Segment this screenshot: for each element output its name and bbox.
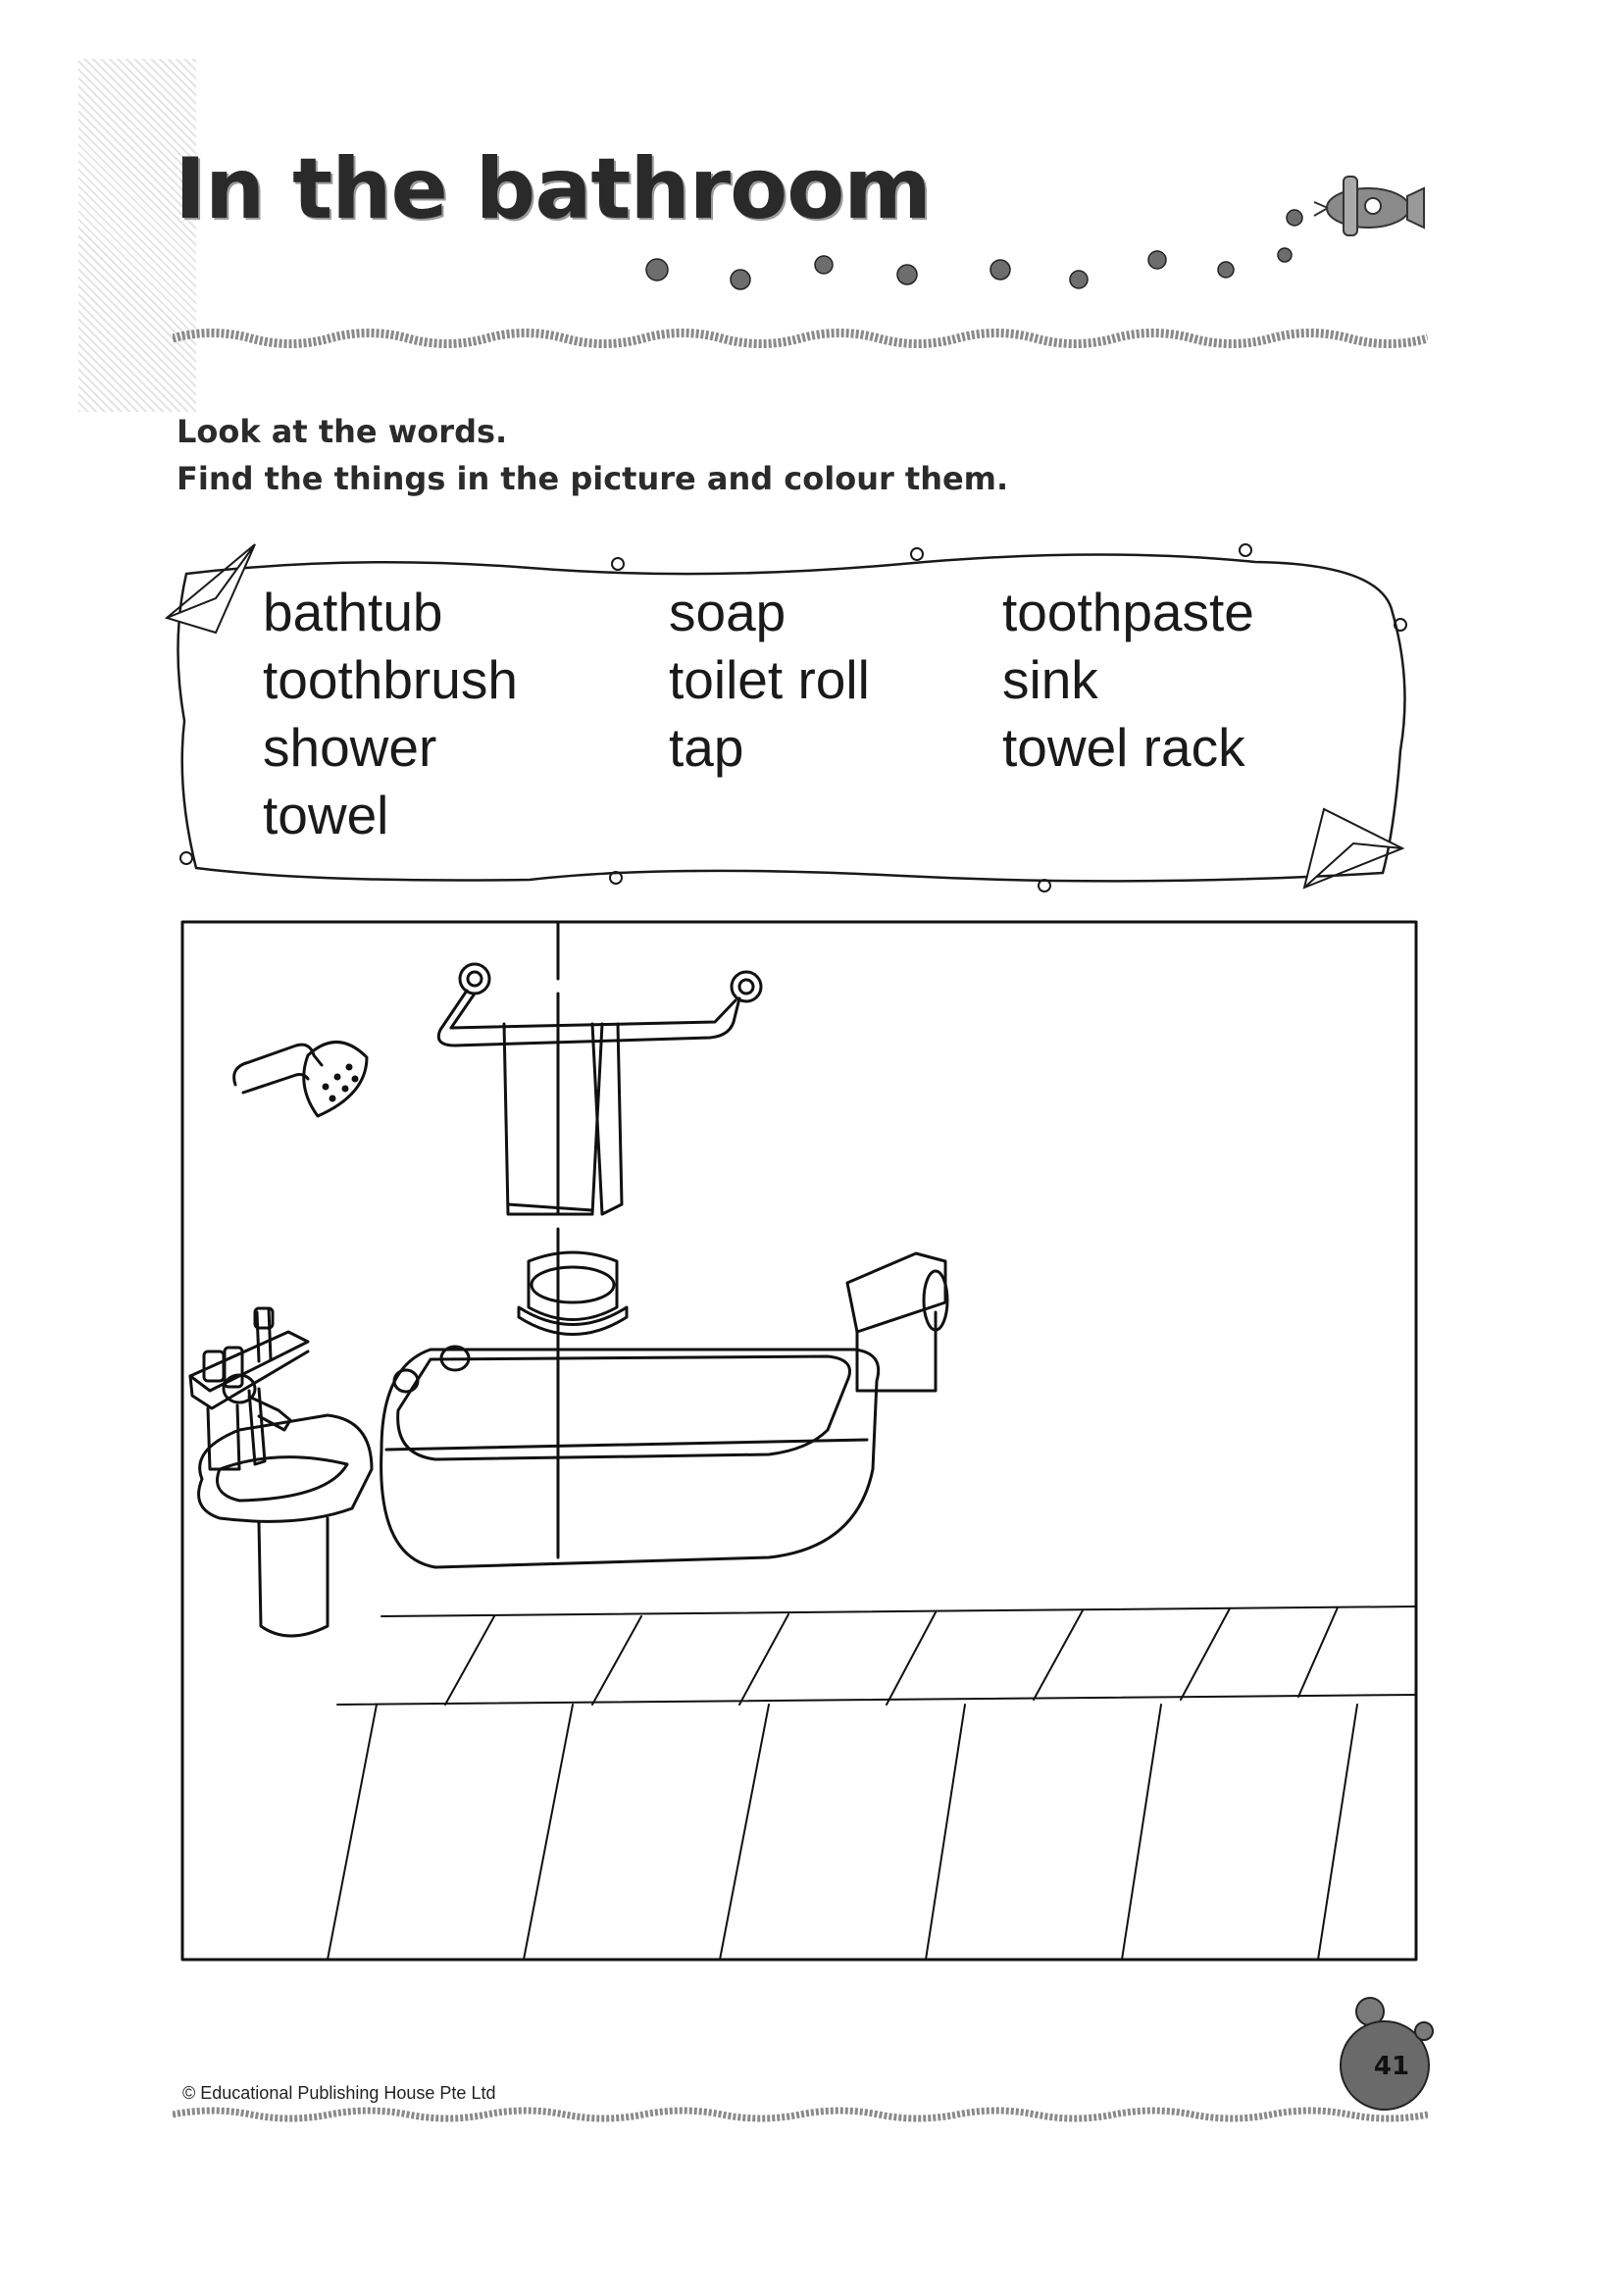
floor-tiles bbox=[328, 1606, 1416, 1960]
toothbrush-icon bbox=[190, 1308, 308, 1469]
towel-icon bbox=[504, 1024, 622, 1214]
title-divider bbox=[173, 324, 1428, 353]
word-soap: soap bbox=[669, 582, 787, 642]
instruction-line-2: Find the things in the picture and colour them. bbox=[177, 460, 1009, 497]
word-towel: towel bbox=[263, 785, 389, 845]
word-toothpaste: toothpaste bbox=[1002, 582, 1254, 642]
word-shower: shower bbox=[263, 717, 437, 778]
shower-icon bbox=[234, 1042, 367, 1116]
word-towel-rack: towel rack bbox=[1002, 717, 1245, 778]
soap-icon bbox=[519, 1252, 627, 1335]
flower-trail-icon bbox=[646, 210, 1302, 289]
footer-divider bbox=[173, 2103, 1428, 2126]
towel-rack-icon bbox=[438, 964, 761, 1045]
paper-plane-icon bbox=[167, 544, 255, 633]
bathroom-picture bbox=[180, 920, 1418, 1962]
word-toothbrush: toothbrush bbox=[263, 649, 518, 710]
instruction-line-1: Look at the words. bbox=[177, 413, 508, 450]
bath-tap-icon bbox=[394, 1347, 469, 1392]
word-bathtub: bathtub bbox=[263, 582, 443, 642]
airplane-icon bbox=[1314, 177, 1424, 235]
instructions bbox=[177, 408, 1008, 502]
page-number: 41 bbox=[1373, 2052, 1410, 2081]
page-title: In the bathroom bbox=[175, 140, 931, 238]
word-tap: tap bbox=[669, 717, 744, 778]
word-list bbox=[263, 579, 1391, 873]
toilet-roll-icon bbox=[847, 1253, 947, 1391]
word-toilet-roll: toilet roll bbox=[669, 649, 870, 710]
teddy-bear-icon bbox=[1326, 1987, 1444, 2115]
copyright-notice: © Educational Publishing House Pte Ltd bbox=[182, 2083, 496, 2103]
decoration-header bbox=[628, 157, 1432, 314]
sink-icon bbox=[199, 1415, 372, 1636]
word-sink: sink bbox=[1002, 649, 1098, 710]
bathtub-icon bbox=[381, 1350, 879, 1567]
